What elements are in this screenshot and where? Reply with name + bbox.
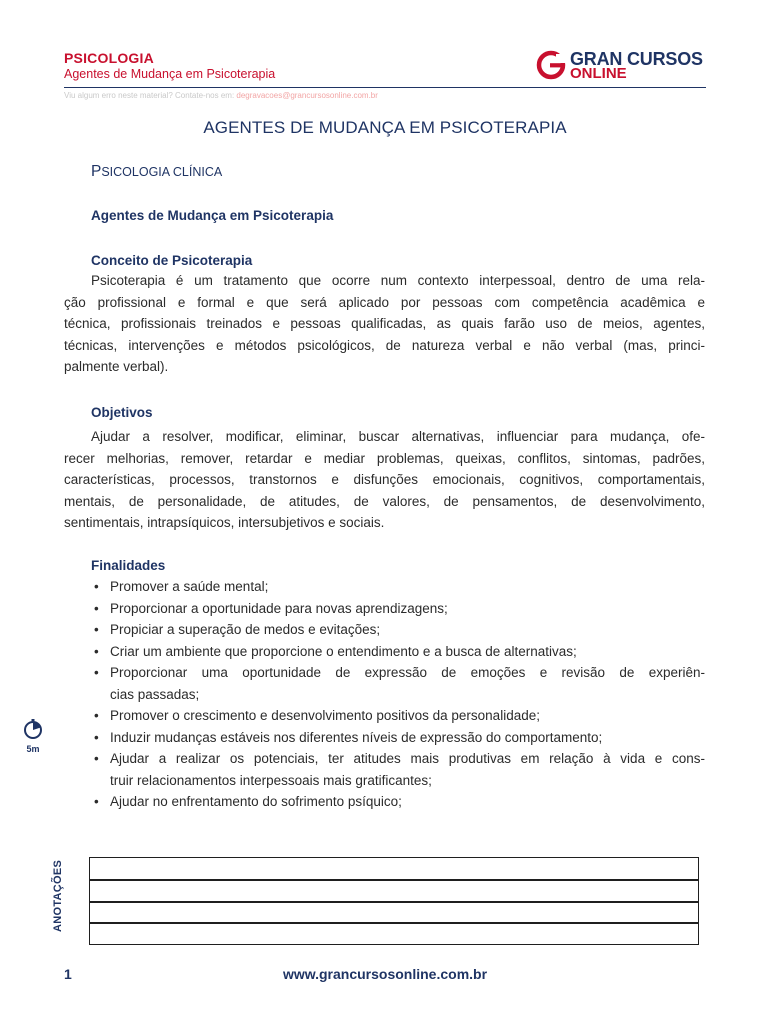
list-item-text: Ajudar no enfrentamento do sofrimento psíquico; (110, 794, 402, 809)
list-item-text: cias passadas; (110, 686, 200, 702)
subheading: Agentes de Mudança em Psicoterapia (91, 208, 334, 223)
paragraph-line: ção profissional e formal e que será aplicado por pessoas com competência acadêmica e (64, 294, 705, 310)
bullet-icon: • (94, 708, 99, 723)
list-item (64, 705, 705, 727)
bullet-icon: • (94, 600, 99, 616)
subject-label: PSICOLOGIA (64, 50, 154, 66)
header-divider (64, 87, 706, 88)
logo-submark: ONLINE (570, 65, 627, 82)
section-title (91, 163, 222, 181)
errata-notice (64, 91, 378, 100)
website-link[interactable]: www.grancursosonline.com.br (282, 966, 488, 982)
bullet-icon: • (94, 665, 99, 680)
notes-rule (90, 901, 698, 903)
list-item (64, 727, 705, 749)
page-number: 1 (64, 966, 72, 982)
objectives-heading: Objetivos (91, 405, 153, 420)
list-item (64, 598, 705, 620)
list-item (64, 791, 705, 813)
paragraph-line: sentimentais, intrapsíquicos, intersubjetivos e sociais. (64, 515, 385, 530)
paragraph-line: palmente verbal). (64, 359, 169, 374)
logo-g-icon (536, 50, 566, 80)
bullet-icon: • (94, 794, 99, 809)
document-title: AGENTES DE MUDANÇA EM PSICOTERAPIA (203, 118, 567, 137)
bullet-icon: • (94, 751, 99, 766)
logo-wordmark: GRAN CURSOS (570, 49, 703, 69)
video-timestamp-marker[interactable] (22, 718, 44, 762)
bullet-icon: • (94, 643, 99, 659)
section-title-rest: SICOLOGIA CLÍNICA (101, 165, 223, 179)
topic-label: Agentes de Mudança em Psicoterapia (64, 67, 276, 81)
paragraph-line: mentais, de personalidade, de atitudes, de valores, de pensamentos, de desenvolvimento, (64, 493, 705, 509)
paragraph-line: Psicoterapia é um tratamento que ocorre num contexto interpessoal, dentro de uma rela- (91, 273, 705, 288)
list-item (64, 576, 705, 598)
bullet-icon: • (94, 729, 99, 745)
list-item-text: Proporcionar a oportunidade para novas aprendizagens; (110, 600, 448, 616)
concept-heading: Conceito de Psicoterapia (91, 253, 253, 268)
notes-rule (90, 922, 698, 924)
errata-text: Viu algum erro neste material? Contate-nos em: (64, 91, 237, 100)
list-item-text: Promover o crescimento e desenvolvimento positivos da personalidade; (110, 708, 540, 723)
list-item-text: Induzir mudanças estáveis nos diferentes níveis de expressão do comportamento; (110, 729, 603, 745)
list-item-text: Criar um ambiente que proporcione o entendimento e a busca de alternativas; (110, 643, 577, 659)
list-item (64, 641, 705, 663)
bullet-icon: • (94, 622, 99, 637)
concept-paragraph (64, 270, 705, 378)
bullet-icon: • (94, 579, 99, 594)
list-item (64, 662, 705, 705)
list-item (64, 748, 705, 791)
timestamp-label: 5m (26, 744, 40, 754)
errata-email-link[interactable]: degravacoes@grancursosonline.com.br (236, 91, 378, 100)
notes-box[interactable] (89, 857, 699, 945)
notes-label: ANOTAÇÕES (52, 859, 64, 932)
purposes-heading: Finalidades (91, 558, 166, 573)
gran-cursos-logo[interactable] (536, 48, 708, 82)
objectives-paragraph (64, 426, 705, 534)
list-item-text: truir relacionamentos interpessoais mais gratificantes; (110, 772, 432, 788)
paragraph-line: técnica, profissionais treinados e pessoas qualificadas, as quais farão uso de meios, agentes, (64, 316, 705, 331)
paragraph-line: recer melhorias, remover, retardar e mediar problemas, queixas, conflitos, sintomas, padrões, (64, 450, 705, 466)
stopwatch-icon (22, 718, 44, 740)
paragraph-line: Ajudar a resolver, modificar, eliminar, buscar alternativas, influenciar para mudança, ofe- (91, 429, 705, 444)
paragraph-line: características, processos, transtornos e disfunções emocionais, cognitivos, comportamentais, (64, 472, 705, 487)
section-title-initial: P (91, 163, 102, 180)
list-item-text: Promover a saúde mental; (110, 579, 269, 594)
list-item-text: Propiciar a superação de medos e evitações; (110, 622, 381, 637)
list-item (64, 619, 705, 641)
page-header (0, 0, 768, 100)
list-item-text: Ajudar a realizar os potenciais, ter atitudes mais produtivas em relação à vida e cons- (110, 751, 705, 766)
list-item-text: Proporcionar uma oportunidade de expressão de emoções e revisão de experiên- (110, 665, 705, 680)
notes-rule (90, 879, 698, 881)
purposes-list (64, 576, 705, 813)
paragraph-line: técnicas, intervenções e métodos psicológicos, de natureza verbal e não verbal (mas, princi- (64, 337, 705, 353)
